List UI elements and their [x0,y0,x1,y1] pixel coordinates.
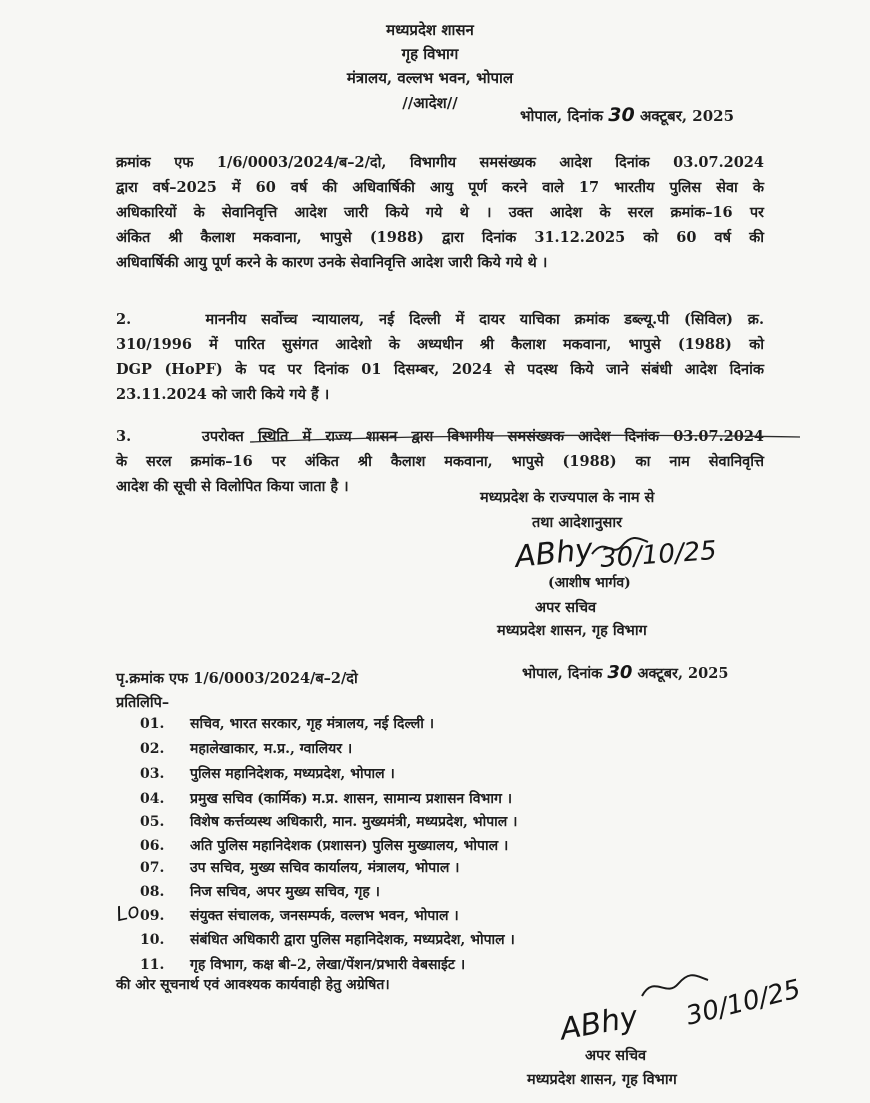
signatory-name: (आशीष भार्गव) [548,575,631,591]
paragraph-1-line: अधिवार्षिकी आयु पूर्ण करने के कारण उनके सेवानिवृत्ति आदेश जारी किये गये थे । [116,254,548,271]
cc-footer-text: की ओर सूचनार्थ एवं आवश्यक कार्यवाही हेतु अग्रेषित। [116,977,390,993]
cc-item-number: 01. [140,716,165,732]
header-department: गृह विभाग [401,45,459,63]
header-order-title: //आदेश// [402,94,458,112]
signature-2-date: 30/10/25 [683,974,804,1032]
signature-2-office: मध्यप्रदेश शासन, गृह विभाग [527,1071,677,1088]
cc-item-number: 02. [140,741,165,757]
endorsement-date [522,662,728,683]
cc-item-text: संबंधित अधिकारी द्वारा पुलिस महानिदेशक, मध्यप्रदेश, भोपाल । [190,932,515,948]
copy-to-label: प्रतिलिपि– [116,694,170,711]
signature-authority-line1: मध्यप्रदेश के राज्यपाल के नाम से [480,489,655,506]
paragraph-2-line: DGP (HoPF) के पद पर दिनांक 01 दिसम्बर, 2024 से पदस्थ किये जाने संबंधी आदेश दिनांक [116,361,764,378]
paragraph-1-line: क्रमांक एफ 1/6/0003/2024/ब–2/दो, विभागीय समसंख्यक आदेश दिनांक 03.07.2024 [116,154,764,171]
cc-item-number: 05. [140,814,165,830]
cc-item-text: महालेखाकार, म.प्र., ग्वालियर । [190,741,353,757]
order-date-prefix: भोपाल, दिनांक [520,107,604,125]
paragraph-3-line: आदेश की सूची से विलोपित किया जाता है । [116,478,349,495]
cc-item-text: गृह विभाग, कक्ष बी–2, लेखा/पेंशन/प्रभारी वेबसाईट । [190,957,466,973]
signature-authority-line2: तथा आदेशानुसार [532,514,623,531]
cc-list-item [140,906,459,925]
cc-list-item [140,764,395,783]
endorsement-date-day: 30 [607,662,633,683]
cc-item-text: प्रमुख सचिव (कार्मिक) म.प्र. शासन, सामान्य प्रशासन विभाग । [190,791,513,807]
cc-item-text: सचिव, भारत सरकार, गृह मंत्रालय, नई दिल्ली । [190,716,435,732]
paragraph-3-line: के सरल क्रमांक–16 पर अंकित श्री कैलाश मकवाना, भापुसे (1988) का नाम सेवानिवृत्ति [116,453,764,470]
cc-item-number: 08. [140,884,165,900]
cc-item-number: 06. [140,838,165,854]
paragraph-1-line: अधिकारियों के सेवानिवृत्ति आदेश जारी किये गये थे । उक्त आदेश के सरल क्रमांक–16 पर [116,204,764,221]
order-date-day: 30 [608,104,635,126]
cc-item-text: संयुक्त संचालक, जनसम्पर्क, वल्लभ भवन, भोपाल । [190,908,459,924]
endorsement-date-suffix: अक्टूबर, 2025 [637,665,729,682]
paragraph-3-number: 3. [116,428,132,445]
cc-item-text: उप सचिव, मुख्य सचिव कार्यालय, मंत्रालय, भोपाल । [190,860,460,876]
header-government: मध्यप्रदेश शासन [386,21,474,39]
cc-item-text: विशेष कर्त्तव्यस्थ अधिकारी, मान. मुख्यमंत्री, मध्यप्रदेश, भोपाल । [190,814,518,830]
signatory-office: मध्यप्रदेश शासन, गृह विभाग [497,622,647,639]
paragraph-2-line: 23.11.2024 को जारी किये गये हैं । [116,386,330,403]
cc-item-number: 10. [140,932,165,948]
cc-list-item [140,955,465,974]
cc-item-number: 11. [140,957,165,973]
signature-1-date: 30/10/25 [599,535,718,575]
paragraph-1-line: अंकित श्री कैलाश मकवाना, भापुसे (1988) द्वारा दिनांक 31.12.2025 को 60 वर्ष की [116,229,764,246]
signature-1-initials: ABhy [513,532,595,575]
cc-item-number: 09. [140,908,165,924]
paragraph-1-line: द्वारा वर्ष–2025 में 60 वर्ष की अधिवार्षिकी आयु पूर्ण करने वाले 17 भारतीय पुलिस सेवा के [116,179,764,196]
cc-item-text: निज सचिव, अपर मुख्य सचिव, गृह । [190,884,380,900]
signature-2-initials: ABhy [557,999,641,1048]
paragraph-2-line: 310/1996 में पारित सुसंगत आदेशो के अध्यधीन श्री कैलाश मकवाना, भापुसे (1988) को [116,336,764,353]
paragraph-2-number: 2. [116,311,132,328]
paragraph-2-first-text: माननीय सर्वोच्च न्यायालय, नई दिल्ली में दायर याचिका क्रमांक डब्ल्यू.पी (सिविल) क्र. [205,311,764,328]
order-date-suffix: अक्टूबर, 2025 [639,107,735,125]
cc-item-text: पुलिस महानिदेशक, मध्यप्रदेश, भोपाल । [190,766,395,782]
endorsement-number: पृ.क्रमांक एफ 1/6/0003/2024/ब–2/दो [116,670,358,687]
cc-list-item [140,714,434,733]
cc-item-number: 04. [140,791,165,807]
cc-list-item [140,836,508,855]
cc-list-item [140,858,460,877]
cc-list-item [140,789,512,808]
cc-list-item [140,739,352,758]
signatory-designation: अपर सचिव [535,599,597,616]
cc-item-number: 07. [140,860,165,876]
cc-item-text: अति पुलिस महानिदेशक (प्रशासन) पुलिस मुख्यालय, भोपाल । [190,838,509,854]
endorsement-date-prefix: भोपाल, दिनांक [522,665,603,682]
margin-handwritten-mark: Lo [113,897,142,927]
header-address: मंत्रालय, वल्लभ भवन, भोपाल [346,69,514,87]
cc-item-number: 03. [140,766,165,782]
signature-2-designation: अपर सचिव [585,1047,647,1064]
cc-list-item [140,930,515,949]
paragraph-3-first-text: उपरोक्त स्थिति में राज्य शासन द्वारा विभागीय समसंख्यक आदेश दिनांक 03.07.2024 [201,428,764,445]
cc-list-item [140,812,517,831]
cc-list-item [140,882,380,901]
